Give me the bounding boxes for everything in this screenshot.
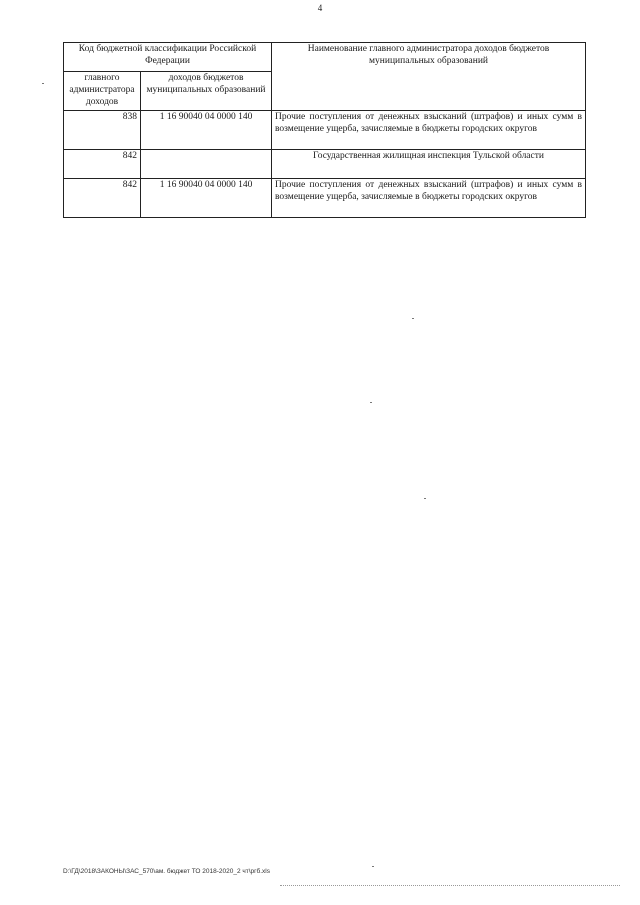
organization-name-cell: Государственная жилищная инспекция Тульской области: [272, 149, 586, 178]
header-name-column: Наименование главного администратора доходов бюджетов муниципальных образований: [272, 43, 586, 111]
scan-speck: [372, 866, 374, 867]
page-number: 4: [317, 3, 323, 13]
scan-speck: [424, 498, 426, 499]
income-code-cell: [141, 149, 272, 178]
income-code-cell: 1 16 90040 04 0000 140: [141, 178, 272, 217]
scan-speck: [370, 402, 372, 403]
table-row: [64, 110, 586, 149]
header-admin-column: главного администратора доходов: [64, 72, 141, 111]
admin-code-cell: 838: [64, 110, 141, 149]
scan-speck: [42, 83, 44, 84]
header-code-group: Код бюджетной классификации Российской Федерации: [64, 43, 272, 72]
footer-divider: [280, 885, 620, 887]
name-cell: Прочие поступления от денежных взысканий (штрафов) и иных сумм в возмещение ущерба, зачисляемые в бюджеты городских округов: [272, 110, 586, 149]
income-code-cell: 1 16 90040 04 0000 140: [141, 110, 272, 149]
admin-code-cell: 842: [64, 178, 141, 217]
table-header-row: [64, 43, 586, 72]
name-cell: Прочие поступления от денежных взысканий (штрафов) и иных сумм в возмещение ущерба, зачисляемые в бюджеты городских округов: [272, 178, 586, 217]
file-path-footer: D:\ГД\2018\ЗАКОНЫ\ЗАС_570\ам. бюджет ТО 2018-2020_2 чт\ргб.xls: [63, 868, 270, 875]
table-row: [64, 178, 586, 217]
scan-speck: [412, 318, 414, 319]
header-income-column: доходов бюджетов муниципальных образований: [141, 72, 272, 111]
budget-classification-table: [63, 42, 586, 218]
admin-code-cell: 842: [64, 149, 141, 178]
table-row: [64, 149, 586, 178]
